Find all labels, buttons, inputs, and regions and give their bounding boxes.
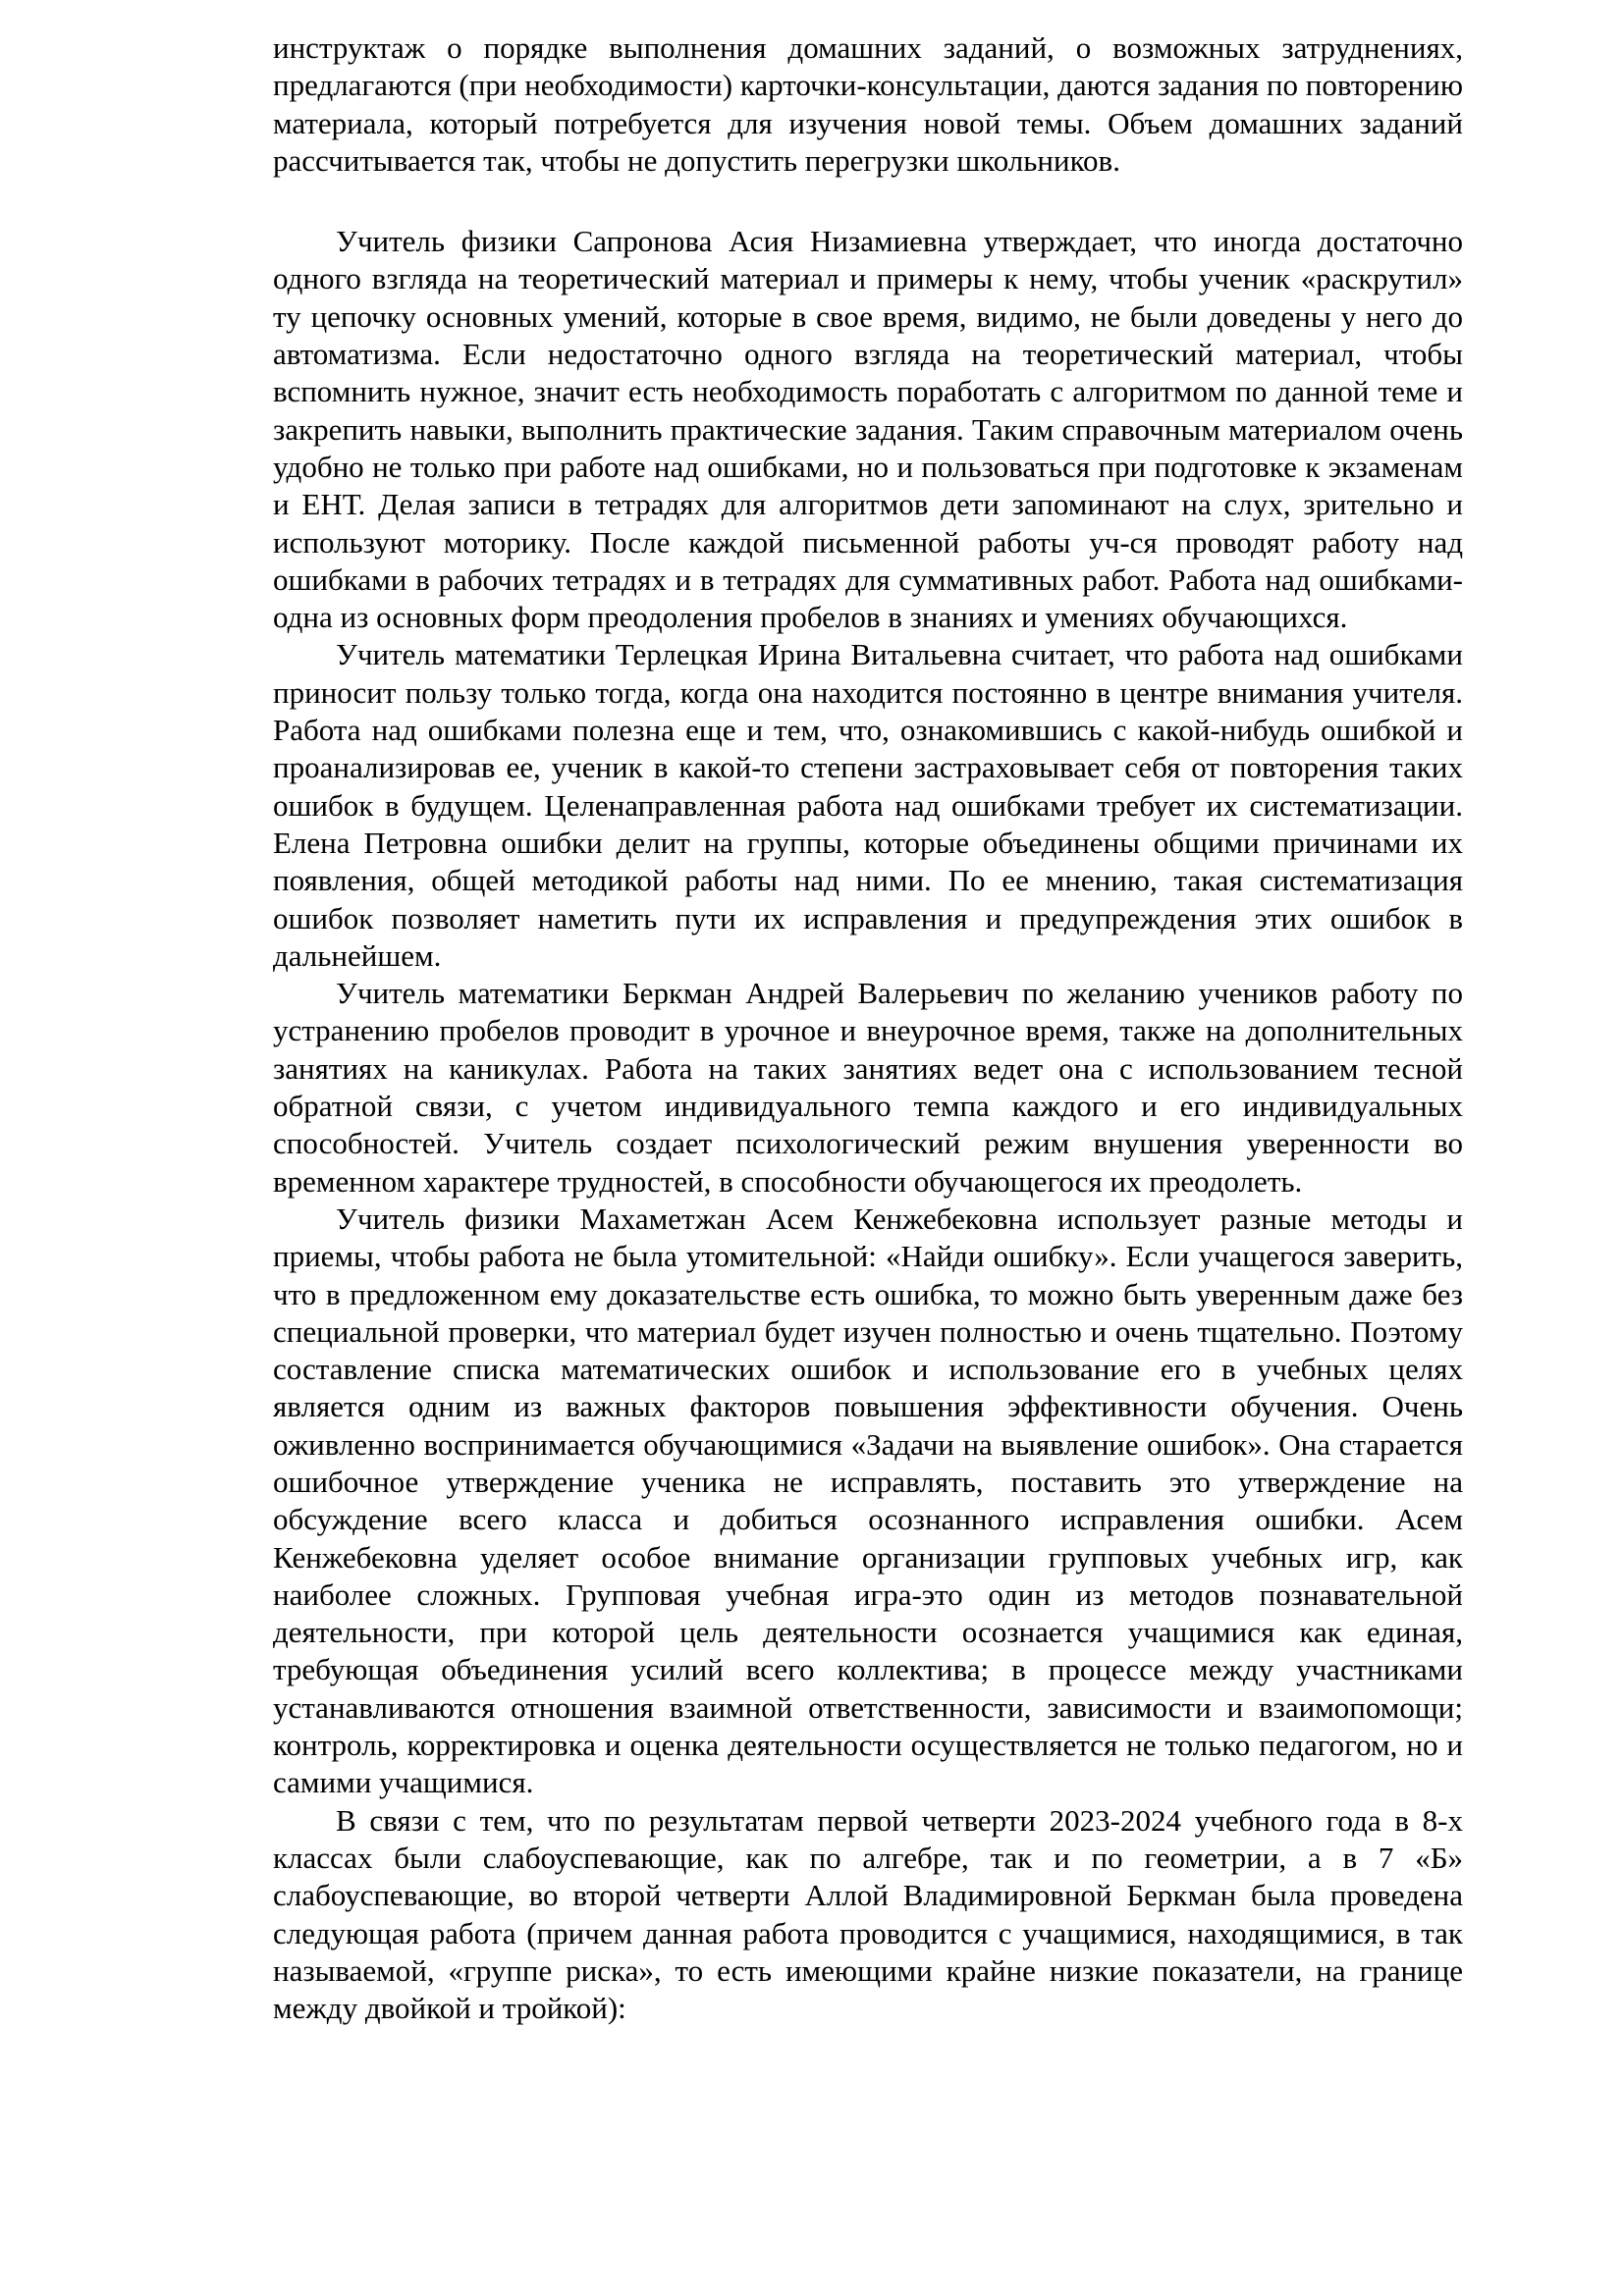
paragraph-teacher-sapronova: Учитель физики Сапронова Асия Низамиевна утверждает, что иногда достаточно одного взгляда на теоретический материал и примеры к нему, чтобы ученик «раскрутил» ту цепочку основных умений, которые в свое время, видимо, не были доведены у него до автоматизма. Если недостаточно одного взгляда на теоретический материал, чтобы вспомнить нужное, значит есть необходимость поработать с алгоритмом по данной теме и закрепить навыки, выполнить практические задания. Таким справочным материалом очень удобно не только при работе над ошибками, но и пользоваться при подготовке к экзаменам и ЕНТ. Делая записи в тетрадях для алгоритмов дети запоминают на слух, зрительно и используют моторику. После каждой письменной работы уч-ся проводят работу над ошибками в рабочих тетрадях и в тетрадях для суммативных работ. Работа над ошибками- одна из основных форм преодоления пробелов в знаниях и умениях обучающихся. — [273, 224, 1463, 635]
paragraph-teacher-terletskaya: Учитель математики Терлецкая Ирина Витальевна считает, что работа над ошибками приносит пользу только тогда, когда она находится постоянно в центре внимания учителя. Работа над ошибками полезна еще и тем, что, ознакомившись с какой-нибудь ошибкой и проанализировав ее, ученик в какой-то степени застраховывает себя от повторения таких ошибок в будущем. Целенаправленная работа над ошибками требует их систематизации. Елена Петровна ошибки делит на группы, которые объединены общими причинами их появления, общей методикой работы над ними. По ее мнению, такая систематизация ошибок позволяет наметить пути их исправления и предупреждения этих ошибок в дальнейшем. — [273, 637, 1463, 973]
paragraph-homework-instruction: инструктаж о порядке выполнения домашних заданий, о возможных затруднениях, предлагаются (при необходимости) карточки-консультации, даются задания по повторению материала, который потребуется для изучения новой темы. Объем домашних заданий рассчитывается так, чтобы не допустить перегрузки школьников. — [273, 30, 1463, 178]
page-text-content — [273, 29, 1463, 2027]
paragraph-teacher-berkman-andrey: Учитель математики Беркман Андрей Валерьевич по желанию учеников работу по устранению пробелов проводит в урочное и внеурочное время, также на дополнительных занятиях на каникулах. Работа на таких занятиях ведет она с использованием тесной обратной связи, с учетом индивидуального темпа каждого и его индивидуальных способностей. Учитель создает психологический режим внушения уверенности во временном характере трудностей, в способности обучающегося их преодолеть. — [273, 976, 1463, 1199]
paragraph-quarter-results: В связи с тем, что по результатам первой четверти 2023-2024 учебного года в 8-х классах были слабоуспевающие, как по алгебре, так и по геометрии, а в 7 «Б» слабоуспевающие, во второй четверти Аллой Владимировной Беркман была проведена следующая работа (причем данная работа проводится с учащимися, находящимися, в так называемой, «группе риска», то есть имеющими крайне низкие показатели, на границе между двойкой и тройкой): — [273, 1802, 1463, 2026]
paragraph-teacher-makhametzhan: Учитель физики Махаметжан Асем Кенжебековна использует разные методы и приемы, чтобы работа не была утомительной: «Найди ошибку». Если учащегося заверить, что в предложенном ему доказательстве есть ошибка, то можно быть уверенным даже без специальной проверки, что материал будет изучен полностью и очень тщательно. Поэтому составление списка математических ошибок и использование его в учебных целях является одним из важных факторов повышения эффективности обучения. Очень оживленно воспринимается обучающимися «Задачи на выявление ошибок». Она старается ошибочное утверждение ученика не исправлять, поставить это утверждение на обсуждение всего класса и добиться осознанного исправления ошибки. Асем Кенжебековна уделяет особое внимание организации групповых учебных игр, как наиболее сложных. Групповая учебная игра-это один из методов познавательной деятельности, при которой цель деятельности осознается учащимися как единая, требующая объединения усилий всего коллектива; в процессе между участниками устанавливаются отношения взаимной ответственности, зависимости и взаимопомощи; контроль, корректировка и оценка деятельности осуществляется не только педагогом, но и самими учащимися. — [273, 1201, 1463, 1800]
